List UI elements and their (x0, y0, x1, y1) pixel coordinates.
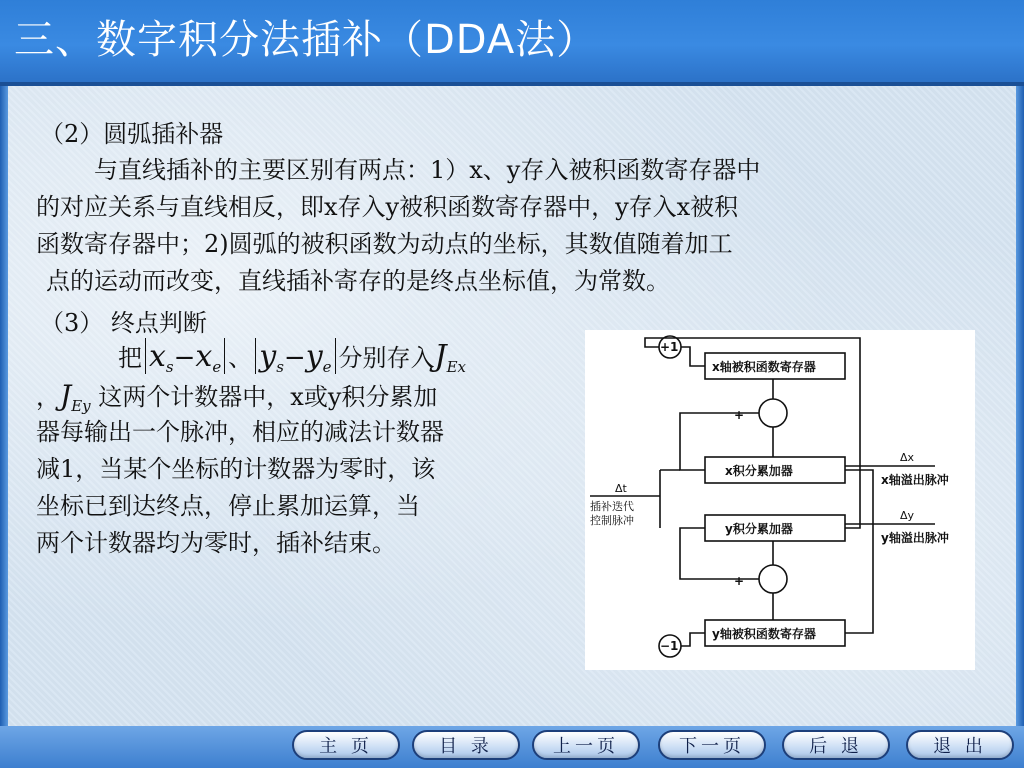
dy-label: Δy (900, 509, 915, 522)
previous-page-button[interactable]: 上一页 (532, 730, 640, 760)
formula-xe-sub: e (212, 357, 222, 376)
y-adder-symbol: + (734, 574, 745, 588)
lead-comma: ， (36, 383, 60, 411)
formula-jey: J (60, 379, 72, 412)
formula-ye-sub: e (322, 357, 332, 376)
section3-heading: （3） 终点判断 (40, 309, 207, 337)
section2-line: 的对应关系与直线相反，即x存入y被积函数寄存器中，y存入x被积 (36, 193, 739, 221)
x-register-label: x轴被积函数寄存器 (712, 360, 816, 374)
formula-minus: − (283, 343, 306, 373)
contents-button[interactable]: 目 录 (412, 730, 520, 760)
x-adder-circle (759, 399, 787, 427)
clock-label-1: 插补迭代 (590, 500, 634, 513)
formula-jex: J (434, 339, 447, 374)
slide-title: 三、数字积分法插补（DDA法） (14, 17, 598, 63)
formula-xe: x (195, 339, 213, 374)
formula-prefix: 把 (118, 344, 142, 372)
minus-one-label: −1 (660, 639, 679, 653)
x-accumulator-label: x积分累加器 (725, 464, 793, 478)
formula-suffix: 分别存入 (338, 344, 435, 372)
formula-minus: − (173, 343, 196, 373)
abs-bar (335, 338, 336, 374)
dda-circular-interpolator-diagram (585, 330, 975, 670)
formula-ye: y (305, 339, 323, 374)
home-button[interactable]: 主 页 (292, 730, 400, 760)
y-register-label: y轴被积函数寄存器 (712, 627, 816, 641)
dy-output-label: y轴溢出脉冲 (881, 531, 949, 545)
abs-bar (224, 338, 225, 374)
formula-sep: 、 (228, 344, 253, 372)
dx-label: Δx (900, 451, 915, 464)
section2-heading: （2）圆弧插补器 (40, 120, 224, 148)
lead-rest: 这两个计数器中，x或y积分累加 (90, 383, 438, 411)
section3-line: 两个计数器均为零时，插补结束。 (36, 529, 396, 557)
back-button[interactable]: 后 退 (782, 730, 890, 760)
formula-jex-sub: Ex (446, 357, 466, 376)
frame-left (0, 86, 8, 726)
section3-line: 器每输出一个脉冲，相应的减法计数器 (36, 418, 444, 446)
section2-line: 函数寄存器中；2)圆弧的被积函数为动点的坐标，其数值随着加工 (36, 230, 733, 258)
clock-label-2: 控制脉冲 (590, 514, 634, 527)
section2-line: 与直线插补的主要区别有两点：1）x、y存入被积函数寄存器中 (94, 156, 761, 184)
section3-line: 减1，当某个坐标的计数器为零时，该 (36, 455, 436, 483)
formula-xs-sub: s (165, 357, 174, 376)
abs-bar (255, 338, 256, 374)
frame-right (1016, 86, 1024, 726)
formula-ys-sub: s (276, 357, 284, 376)
y-adder-circle (759, 565, 787, 593)
next-page-button[interactable]: 下一页 (658, 730, 766, 760)
formula-ys: y (259, 339, 277, 374)
section3-line: 坐标已到达终点，停止累加运算，当 (36, 492, 420, 520)
formula-xs: x (149, 339, 166, 374)
plus-one-label: +1 (660, 340, 679, 354)
x-adder-symbol: + (734, 408, 745, 422)
dx-output-label: x轴溢出脉冲 (881, 473, 949, 487)
navigation-bar (0, 726, 1024, 768)
abs-bar (145, 338, 146, 374)
exit-button[interactable]: 退 出 (906, 730, 1014, 760)
title-bar (0, 0, 1024, 86)
section2-line: 点的运动而改变，直线插补寄存的是终点坐标值，为常数。 (46, 267, 670, 295)
y-accumulator-label: y积分累加器 (725, 522, 793, 536)
dt-label: Δt (615, 482, 627, 495)
diagram-svg (585, 330, 975, 670)
formula-jey-sub: Ey (71, 396, 91, 415)
